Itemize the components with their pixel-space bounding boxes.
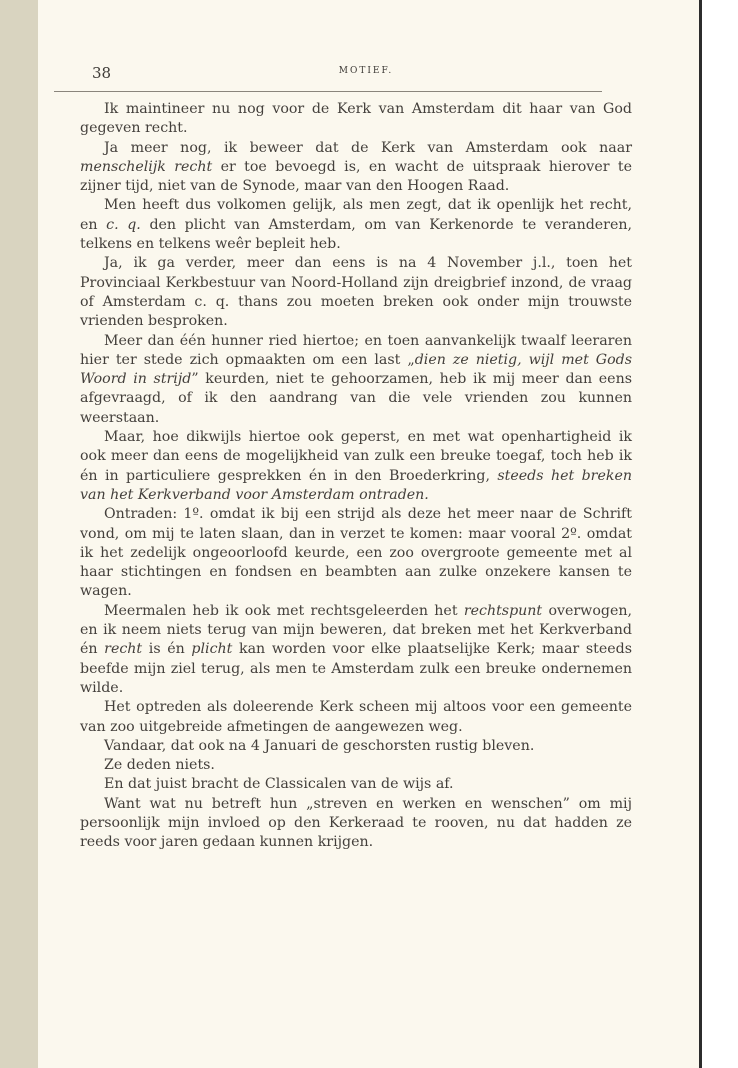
scan-left-margin — [0, 0, 38, 1068]
italic-text: dien ze nietig, wijl met Gods Woord in strijd — [80, 351, 632, 388]
italic-text: menschelijk recht — [80, 158, 213, 175]
paragraph — [80, 254, 632, 331]
paragraph — [80, 602, 632, 698]
italic-text: plicht — [191, 641, 233, 658]
text-run: ” keurden, niet te gehoorzamen, heb ik mij meer dan eens afgevraagd, of ik den aandrang van die vele vrienden zou kunnen weerstaan. — [80, 371, 633, 426]
italic-text: c. q. — [106, 216, 141, 233]
book-page — [38, 0, 699, 1068]
scan-right-margin — [702, 0, 738, 1068]
text-run: En dat juist bracht de Classicalen van de wijs af. — [104, 776, 454, 793]
text-run: Meer dan één hunner ried hiertoe; en toen aanvankelijk twaalf leeraren hier ter stede zich opmaakten om een last „ — [80, 332, 632, 368]
text-run: Maar, hoe dikwijls hiertoe ook geperst, en met wat openhartigheid ik ook meer dan eens de mogelijkheid van zulk een breuke toegaf, toch heb ik én in particuliere gesprekken én in den Broederkring, — [80, 429, 632, 484]
paragraph — [80, 505, 632, 601]
italic-text: recht — [104, 641, 143, 658]
italic-text: rechtspunt — [463, 602, 543, 619]
paragraph — [80, 756, 632, 775]
paragraph — [80, 332, 632, 428]
text-run: Ja meer nog, ik beweer dat de Kerk van Amsterdam ook naar — [104, 139, 632, 156]
paragraph — [80, 775, 632, 794]
italic-text: steeds het breken van het Kerkverband voor Amsterdam ontraden. — [80, 467, 632, 503]
running-title: MOTIEF. — [338, 66, 394, 76]
paragraph — [80, 698, 632, 737]
paragraph — [80, 737, 632, 756]
page-number: 38 — [92, 64, 112, 82]
text-run: Ja, ik ga verder, meer dan eens is na 4 November j.l., toen het Provinciaal Kerkbestuur van Noord-Holland zijn dreigbrief inzond, de vraag of Amsterdam c. q. thans zou moeten breken ook onder mijn trouwste vrienden besproken. — [80, 255, 632, 330]
body-text — [80, 100, 632, 853]
text-run: er toe bevoegd is, en wacht de uitspraak hierover te zijner tijd, niet van de Synode, maar van den Hoogen Raad. — [80, 158, 632, 195]
paragraph — [80, 795, 632, 853]
text-run: Men heeft dus volkomen gelijk, als men zegt, dat ik openlijk het recht, en — [80, 197, 632, 233]
text-run: overwogen, en ik neem niets terug van mijn beweren, dat breken met het Kerkverband én — [80, 602, 632, 658]
paragraph — [80, 428, 632, 505]
text-run: Ze deden niets. — [104, 757, 215, 774]
text-run: Want wat nu betreft hun „streven en werken en wenschen” om mij persoonlijk mijn invloed op den Kerkeraad te rooven, nu dat hadden ze reeds voor jaren gedaan kunnen krijgen. — [80, 795, 632, 851]
paragraph — [80, 100, 632, 139]
text-run: Meermalen heb ik ook met rechtsgeleerden het — [104, 602, 464, 619]
paragraph — [80, 196, 632, 254]
text-run: kan worden voor elke plaatselijke Kerk; maar steeds beefde mijn ziel terug, als men te Amsterdam zulk een breuke ondernemen wilde. — [80, 641, 632, 696]
paragraph — [80, 139, 632, 197]
text-run: Ontraden: 1º. omdat ik bij een strijd als deze het meer naar de Schrift vond, om mij te laten slaan, dan in verzet te komen: maar vooral 2º. omdat ik het zedelijk ongeoorloofd keurde, een zoo overgroote gemeente met al haar stichtingen en fondsen en beambten aan zulke onzekere kansen te wagen. — [80, 506, 632, 600]
text-run: den plicht van Amsterdam, om van Kerkenorde te veranderen, telkens en telkens weêr bepleit heb. — [80, 216, 633, 253]
text-run: is én — [142, 641, 192, 658]
text-run: Het optreden als doleerende Kerk scheen mij altoos voor een gemeente van zoo uitgebreide afmetingen de aangewezen weg. — [80, 699, 632, 735]
text-run: Vandaar, dat ook na 4 Januari de geschorsten rustig bleven. — [104, 737, 535, 754]
running-head — [92, 64, 640, 86]
header-rule — [54, 91, 602, 92]
text-run: Ik maintineer nu nog voor de Kerk van Amsterdam dit haar van God gegeven recht. — [80, 101, 632, 137]
